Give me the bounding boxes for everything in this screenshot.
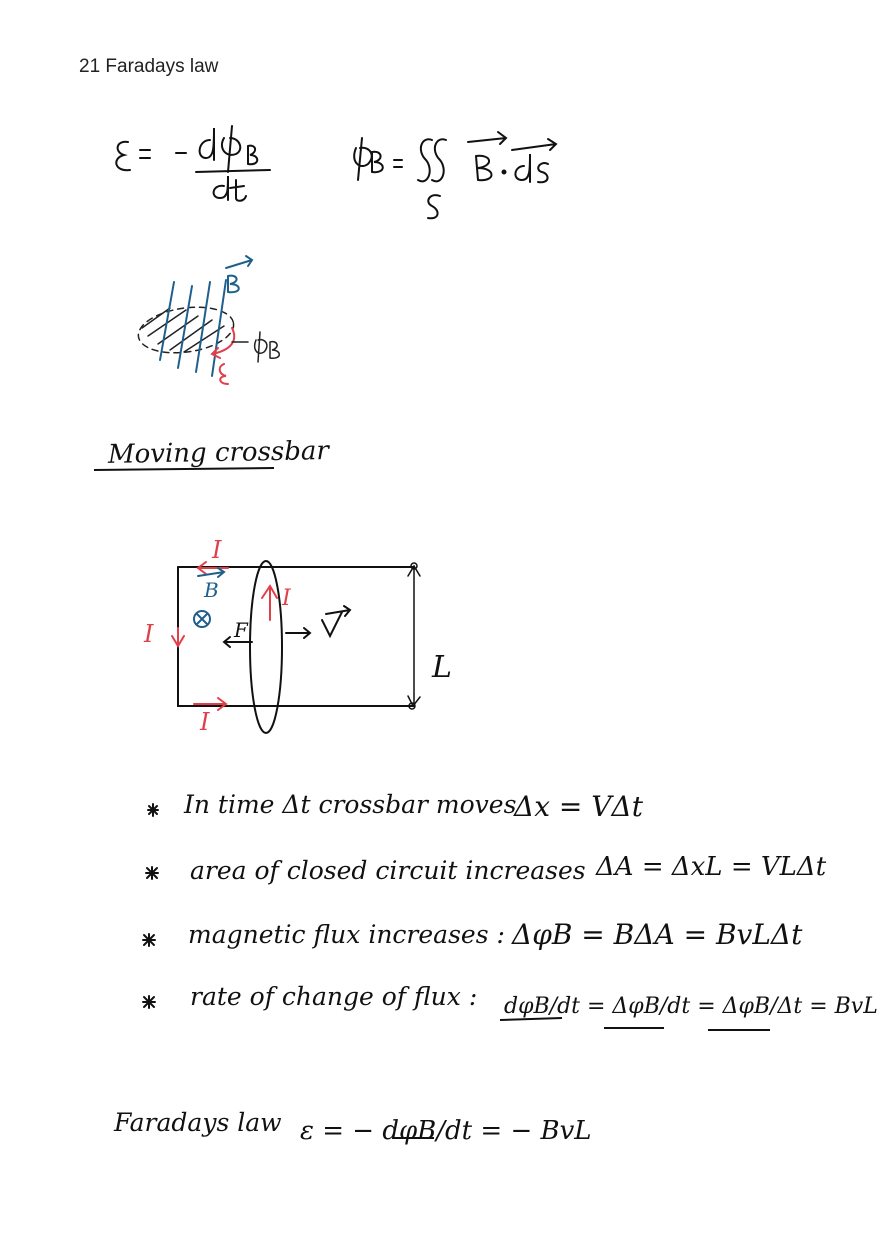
velocity-label-text — [326, 616, 327, 617]
b-symbol-text — [196, 612, 197, 613]
note-1-text: In time Δt crossbar moves — [184, 790, 517, 819]
force-label: F — [234, 618, 248, 642]
flux-sketch — [135, 256, 279, 384]
flux-sketch-emf-label — [224, 380, 225, 381]
note-bullet-strokes — [143, 804, 158, 1008]
section-heading: Moving crossbar — [107, 436, 330, 470]
current-label-top: I — [212, 536, 222, 564]
note-2-math: ΔA = ΔxL = VLΔt — [596, 852, 827, 882]
note-4-text: rate of change of flux : — [190, 982, 478, 1011]
note-1-math: Δx = VΔt — [514, 790, 643, 823]
b-field-label: B — [204, 578, 219, 602]
emf-definition-text — [108, 210, 115, 211]
flux-sketch-phi-label — [260, 360, 261, 361]
note-2-text: area of closed circuit increases — [190, 856, 586, 885]
note-3-text: magnetic flux increases : — [188, 920, 505, 949]
page-title: 21 Faradays law — [79, 56, 219, 77]
current-label-bar: I — [282, 586, 291, 611]
flux-definition-text — [350, 210, 358, 211]
current-label-bottom: I — [200, 708, 210, 736]
conclusion-math: ε = − dφB/dt = − BvL — [300, 1116, 592, 1146]
note-4-math: dφB/dt = ΔφB/dt = ΔφB/Δt = BvL — [504, 994, 878, 1019]
emf-definition — [116, 126, 270, 201]
flux-sketch-b-label — [230, 300, 231, 301]
current-label-left: I — [144, 620, 154, 648]
length-label: L — [432, 650, 452, 685]
conclusion-label: Faradays law — [114, 1108, 282, 1137]
note-3-math: ΔφB = BΔA = BvLΔt — [512, 918, 803, 951]
flux-definition — [354, 132, 556, 218]
